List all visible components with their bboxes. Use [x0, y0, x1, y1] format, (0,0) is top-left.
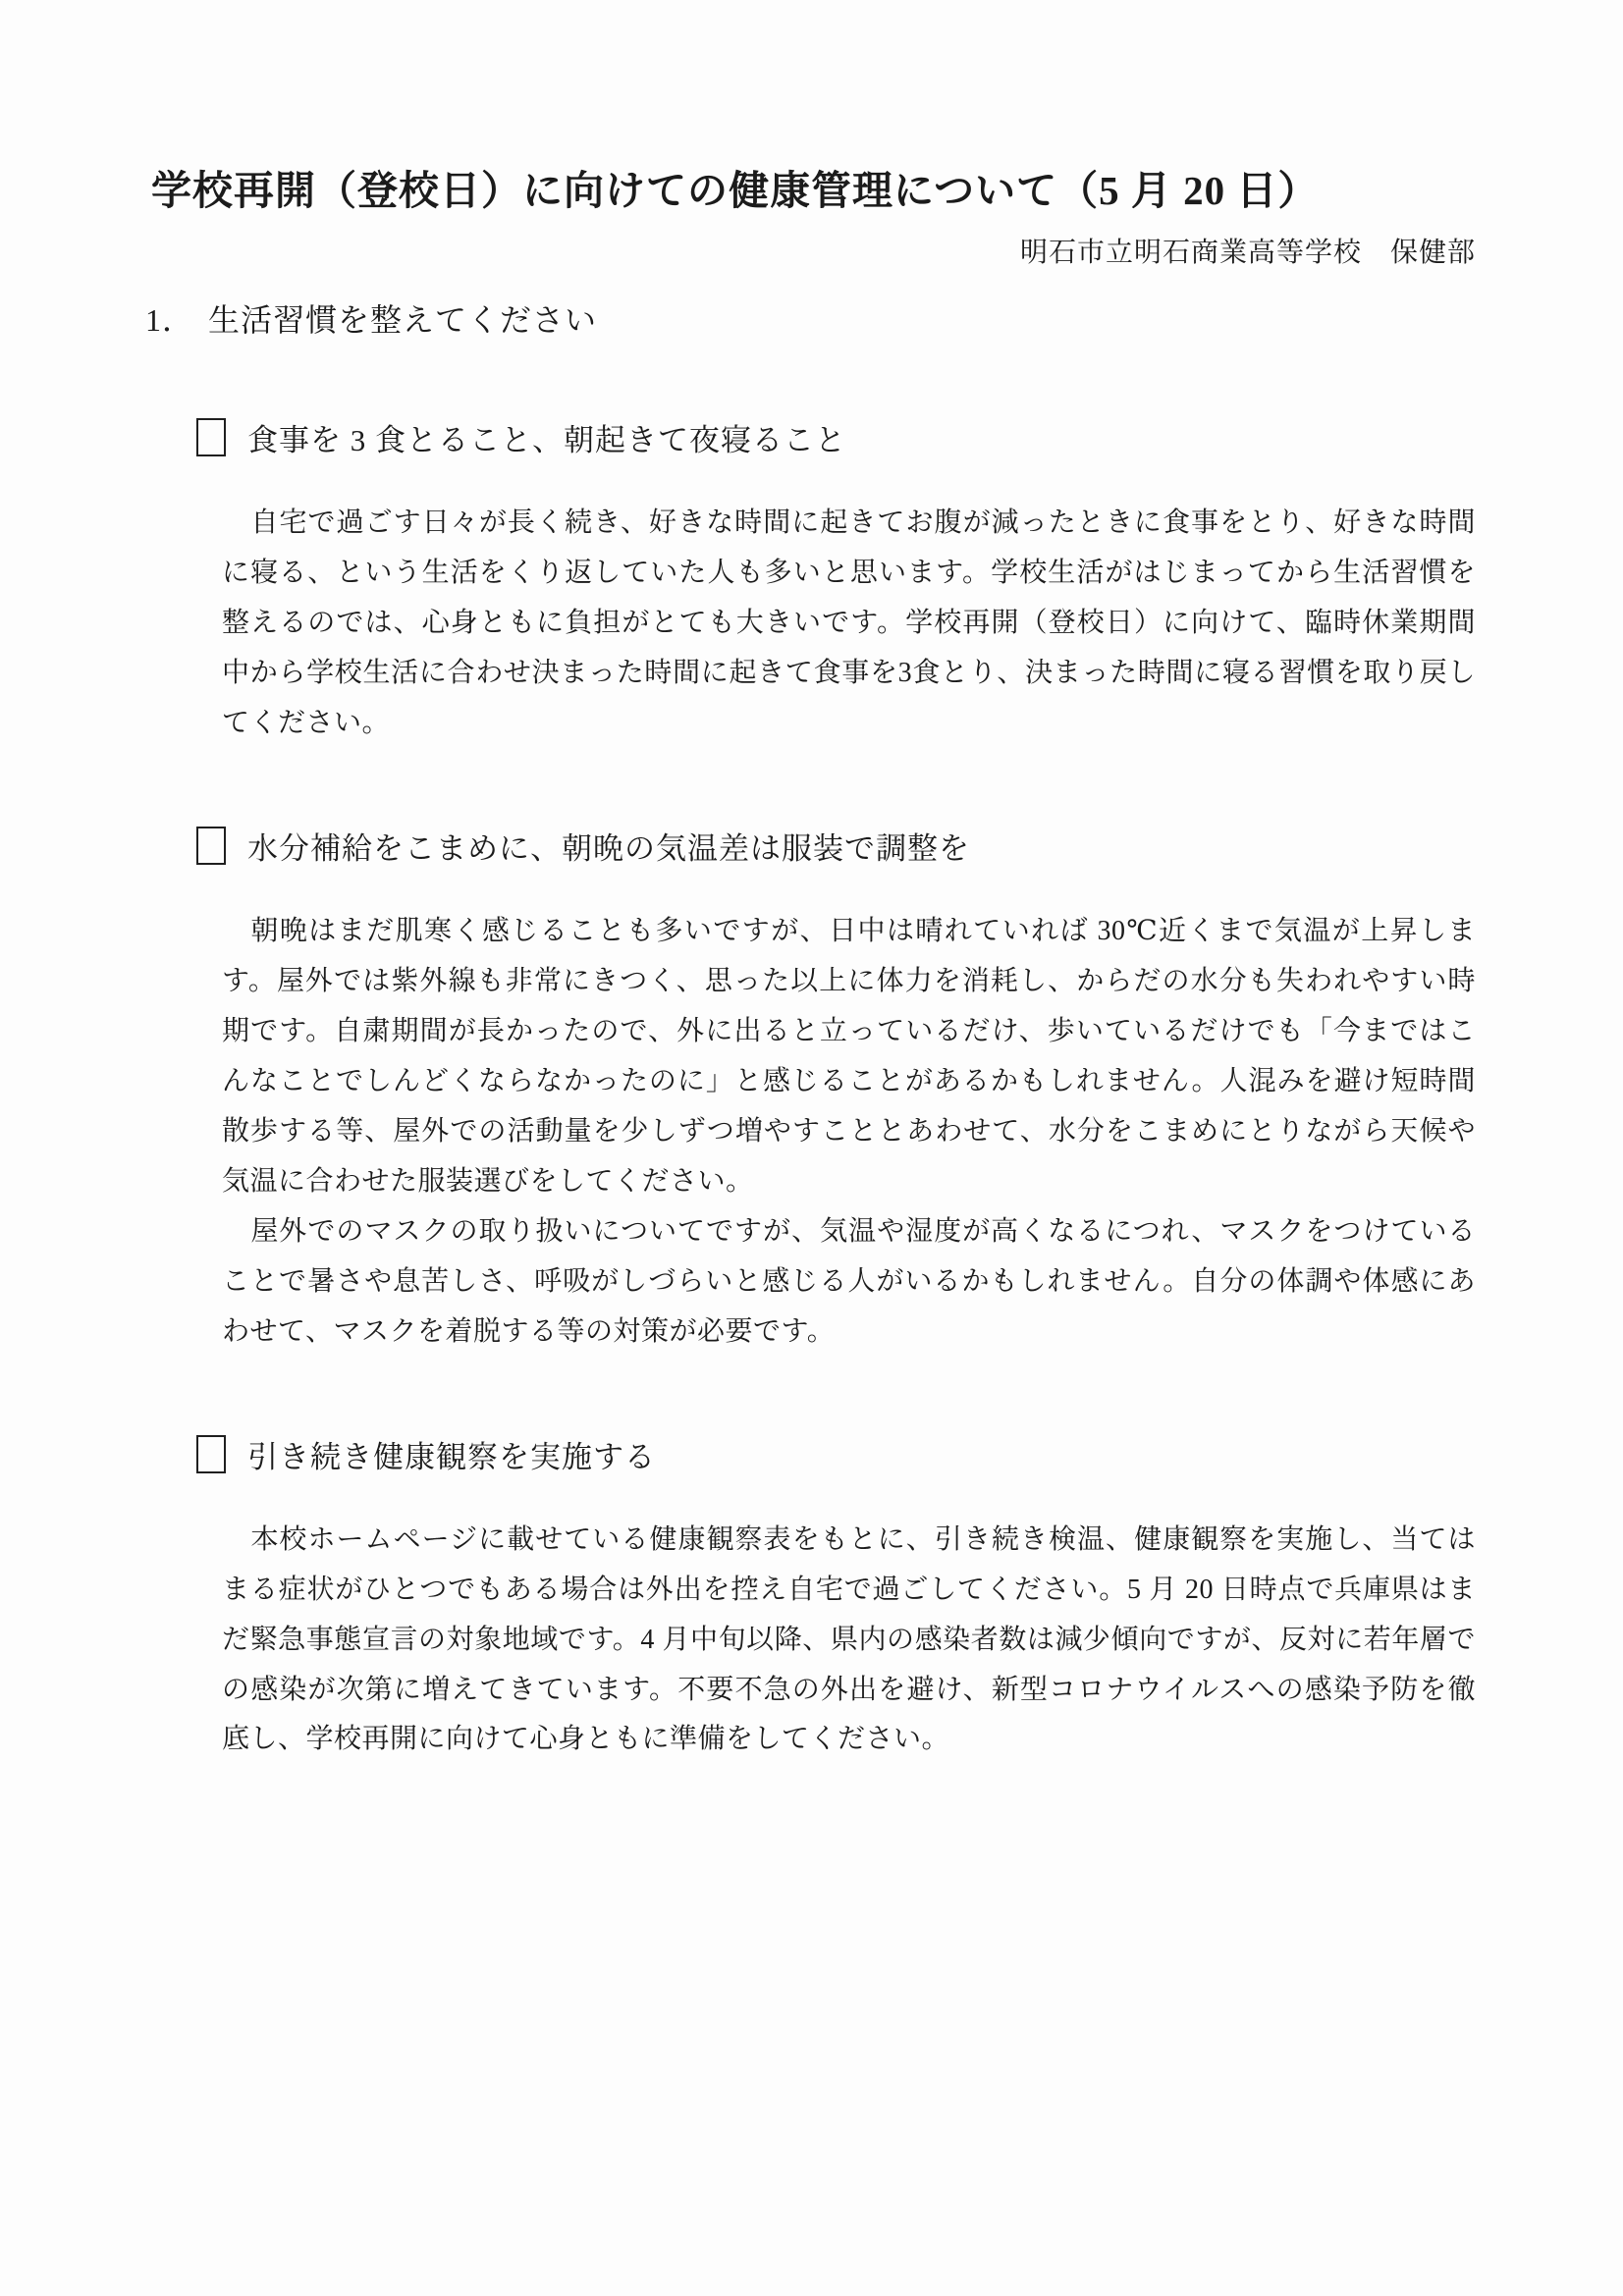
checklist-item — [145, 415, 1476, 749]
checklist-item-heading-text: 引き続き健康観察を実施する — [247, 1439, 656, 1474]
paragraph: 本校ホームページに載せている健康観察表をもとに、引き続き検温、健康観察を実施し、当てはまる症状がひとつでもある場合は外出を控え自宅で過ごしてください。5 月 20 日時点で兵庫県はまだ緊急事態宣言の対象地域です。4 月中旬以降、県内の感染者数は減少傾向ですが、反対に若年層での感染が次第に増えてきています。不要不急の外出を避け、新型コロナウイルスへの感染予防を徹底し、学校再開に向けて心身ともに準備をしてください。 — [222, 1523, 1476, 1755]
checkbox-icon — [196, 418, 226, 456]
checklist-item-heading — [196, 1432, 1476, 1476]
section-heading — [145, 295, 1476, 341]
paragraph: 自宅で過ごす日々が長く続き、好きな時間に起きてお腹が減ったときに食事をとり、好きな時間に寝る、という生活をくり返していた人も多いと思います。学校生活がはじまってから生活習慣を整えるのでは、心身ともに負担がとても大きいです。学校再開（登校日）に向けて、臨時休業期間中から学校生活に合わせ決まった時間に起きて食事を3食とり、決まった時間に寝る習慣を取り戻してください。 — [222, 507, 1476, 739]
checkbox-icon — [196, 1435, 226, 1473]
checklist-item-heading — [196, 415, 1476, 459]
paragraph: 屋外でのマスクの取り扱いについてですが、気温や湿度が高くなるにつれ、マスクをつけていることで暑さや息苦しさ、呼吸がしづらいと感じる人がいるかもしれません。自分の体調や体感にあわせて、マスクを着脱する等の対策が必要です。 — [222, 1215, 1476, 1347]
section-number: 1． — [145, 302, 195, 339]
checklist-item-heading-text: 食事を 3 食とること、朝起きて夜寝ること — [247, 423, 846, 458]
byline: 明石市立明石商業高等学校 保健部 — [1019, 238, 1476, 269]
checklist-item — [145, 824, 1476, 1358]
checklist-item-heading-text: 水分補給をこまめに、朝晩の気温差は服装で調整を — [247, 831, 970, 867]
checkbox-icon — [196, 827, 226, 865]
page-title: 学校再開（登校日）に向けての健康管理について（5 月 20 日） — [151, 168, 1320, 213]
section-title: 生活習慣を整えてください — [208, 302, 598, 339]
checklist-item — [145, 1432, 1476, 1766]
checklist-item-heading — [196, 824, 1476, 868]
paragraph: 朝晩はまだ肌寒く感じることも多いですが、日中は晴れていれば 30℃近くまで気温が上昇します。屋外では紫外線も非常にきつく、思った以上に体力を消耗し、からだの水分も失われやすい時期です。自粛期間が長かったので、外に出ると立っているだけ、歩いているだけでも「今まではこんなことでしんどくならなかったのに」と感じることがあるかもしれません。人混みを避け短時間散歩する等、屋外での活動量を少しずつ増やすこととあわせて、水分をこまめにとりながら天候や気温に合わせた服装選びをしてください。 — [222, 916, 1476, 1197]
